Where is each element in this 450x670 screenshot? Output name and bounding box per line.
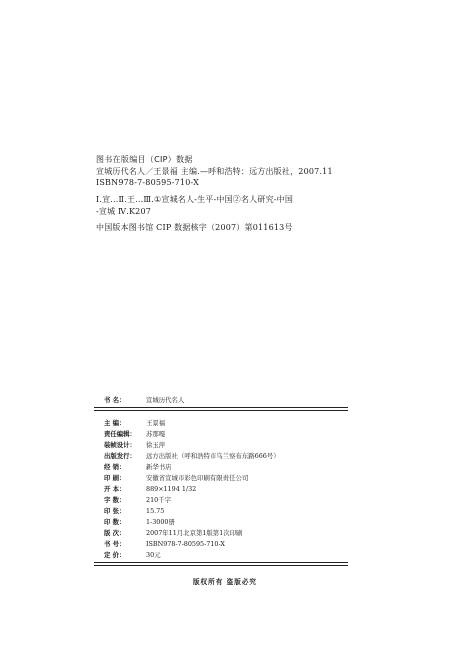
colophon-title-row [104, 396, 184, 405]
colophon-value: 徐玉萍 [146, 441, 166, 449]
divider [94, 562, 348, 563]
colophon-row [104, 507, 164, 516]
colophon-label: 经 销： [104, 463, 126, 471]
colophon-label: 字 数： [104, 496, 126, 504]
colophon-label: 主 编： [104, 419, 126, 427]
colophon-value: 889×1194 1/32 [146, 485, 197, 493]
colophon-label: 装帧设计： [104, 441, 136, 449]
colophon-row [104, 441, 165, 450]
cip-heading: 图书在版编目（CIP）数据 [96, 155, 193, 164]
colophon-label: 印 刷： [104, 474, 126, 482]
colophon-value: 2007年11月北京第1版第1次印刷 [146, 529, 243, 537]
divider [94, 407, 348, 408]
colophon-row [104, 463, 172, 472]
colophon-row [104, 419, 165, 428]
colophon-value: 1-3000册 [146, 518, 175, 526]
colophon-value: 王景福 [146, 419, 166, 427]
colophon-value: 远方出版社（呼和浩特市乌兰察布东路666号） [146, 452, 280, 460]
colophon-value: 30元 [146, 551, 161, 559]
colophon-label: 印 数： [104, 518, 126, 526]
colophon-row [104, 496, 171, 505]
colophon-value: 新华书店 [146, 463, 172, 471]
colophon-value: 15.75 [146, 507, 165, 515]
colophon-row [104, 474, 248, 483]
divider [94, 410, 348, 411]
colophon-label: 出版发行： [104, 452, 136, 460]
colophon-label: 版 次： [104, 529, 126, 537]
colophon-row [104, 485, 196, 494]
divider [94, 565, 348, 566]
colophon-value: 安徽省宣城市彩色印刷有限责任公司 [146, 474, 249, 482]
colophon-value: ISBN978-7-80595-710-X [146, 540, 225, 548]
colophon-row [104, 518, 175, 527]
colophon-label: 定 价： [104, 551, 126, 559]
colophon-label: 书 名： [104, 396, 126, 404]
colophon-value: 苏那嘎 [146, 430, 166, 438]
colophon-value: 宣城历代名人 [146, 396, 185, 404]
cip-classification: Ⅰ.宣...Ⅱ.王...Ⅲ.①宣城名人-生平-中国②名人研究-中国 [96, 195, 294, 204]
colophon-row [104, 452, 280, 461]
cip-isbn: ISBN978-7-80595-710-X [96, 178, 200, 187]
colophon-label: 开 本： [104, 485, 126, 493]
colophon-label: 印 张： [104, 507, 126, 515]
copyright-notice: 版权所有 盗版必究 [192, 578, 258, 586]
colophon-row [104, 540, 225, 549]
colophon-label: 书 号： [104, 540, 126, 548]
colophon-row [104, 430, 165, 439]
cip-classification-cont: -宣城 Ⅳ.K207 [96, 207, 152, 216]
colophon-row [104, 551, 161, 560]
colophon-label: 责任编辑： [104, 430, 136, 438]
colophon-row [104, 529, 242, 538]
cip-line: 宣城历代名人／王景福 主编.—呼和浩特：远方出版社，2007.11 [96, 167, 333, 176]
colophon-value: 210千字 [146, 496, 171, 504]
cip-record-number: 中国版本图书馆 CIP 数据核字（2007）第011613号 [96, 223, 293, 232]
